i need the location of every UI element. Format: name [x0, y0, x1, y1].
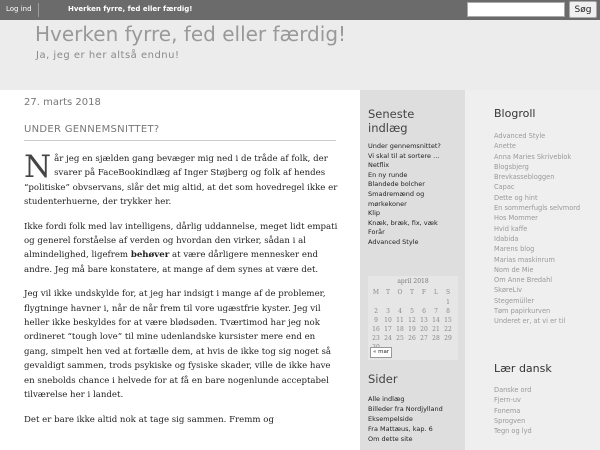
blogroll-link[interactable]: Brevkassebloggen: [494, 173, 555, 182]
blogroll-link[interactable]: Dette og hint: [494, 193, 538, 202]
calendar-day: 16: [372, 326, 380, 333]
blogroll-link[interactable]: Underet er, at vi er til: [494, 317, 566, 326]
main-content: [0, 90, 360, 450]
blogroll-list: [494, 131, 598, 327]
calendar-day: 3: [386, 308, 390, 315]
blogroll-link[interactable]: En sommerfugls selvmord: [494, 204, 581, 213]
page-link[interactable]: Om dette site: [368, 435, 413, 443]
calendar-day: 6: [422, 308, 426, 315]
calendar-day: 24: [384, 335, 392, 342]
laer-dansk-link[interactable]: Fjern-uv: [494, 396, 521, 405]
blogroll-link[interactable]: Tøm papirkurven: [494, 307, 551, 316]
sidebar-middle: [360, 90, 465, 450]
page-link[interactable]: Eksempelside: [368, 415, 413, 423]
blogroll-link[interactable]: Idabida: [494, 234, 519, 243]
calendar-day: 1: [446, 299, 450, 306]
blogroll-link[interactable]: Om Anne Bredahl: [494, 276, 553, 285]
recent-post-link[interactable]: Smadremænd og mørkekoner: [368, 189, 425, 208]
calendar-day: 14: [432, 317, 440, 324]
blogroll-link[interactable]: Blogsbjerg: [494, 162, 529, 171]
calendar-prev-month-link[interactable]: « mar: [370, 347, 392, 358]
post-paragraph-text: år jeg en sjælden gang bevæger mig ned i de tråde af folk, der svarer på FaceBookindlæg af Inger Støjberg og folk af hendes “politiske” obvservans, slår det mig altid, at det som hovedregel ikke er studenterhuerne, der trykker her.: [24, 154, 338, 208]
calendar-weekday: T: [409, 289, 414, 296]
calendar-weekday: F: [421, 289, 427, 296]
calendar-day: 8: [446, 308, 450, 315]
blogroll-heading: Blogroll: [494, 107, 536, 120]
laer-dansk-link[interactable]: Sprogven: [494, 416, 526, 425]
calendar-day: 18: [396, 326, 404, 333]
calendar-day: 23: [372, 335, 380, 342]
post-title-divider: [24, 140, 336, 141]
blogroll-link[interactable]: Marias maskinrum: [494, 255, 555, 264]
calendar-day: 21: [432, 326, 440, 333]
page-link[interactable]: Fra Mattæus, kap. 6: [368, 425, 433, 433]
sidebar-right: [465, 90, 600, 450]
laer-dansk-link[interactable]: Danske ord: [494, 386, 532, 394]
recent-post-link[interactable]: Vi skal til at sortere …: [368, 151, 440, 160]
calendar-day: 22: [444, 326, 452, 333]
calendar-day: 28: [432, 335, 440, 342]
site-breadcrumb[interactable]: Hverken fyrre, fed eller færdig!: [68, 5, 193, 13]
calendar-weekday-row: [370, 289, 456, 299]
calendar-day: 5: [410, 308, 414, 315]
page-link[interactable]: Billeder fra Nordjylland: [368, 405, 443, 413]
laer-dansk-link[interactable]: Fonema: [494, 406, 521, 415]
laer-dansk-heading: Lær dansk: [494, 362, 552, 375]
calendar-day: 2: [374, 308, 378, 315]
recent-post-link[interactable]: Blandede bolcher: [368, 180, 425, 189]
blogroll-link[interactable]: Capac: [494, 183, 515, 192]
page-link[interactable]: Alle indlæg: [368, 395, 405, 403]
calendar-weekday: O: [397, 289, 403, 296]
calendar-day: 29: [444, 335, 452, 342]
post-emphasis: behøver: [130, 250, 170, 261]
site-title[interactable]: Hverken fyrre, fed eller færdig!: [35, 22, 347, 46]
blogroll-link[interactable]: Advanced Style: [494, 132, 546, 140]
blogroll-link[interactable]: SkøreLiv: [494, 286, 523, 295]
calendar-day: 25: [396, 335, 404, 342]
laer-dansk-list: [494, 385, 598, 436]
pages-heading: Sider: [368, 372, 398, 386]
calendar-day: 20: [420, 326, 428, 333]
calendar-caption: april 2018: [397, 278, 429, 285]
calendar-day: 17: [384, 326, 392, 333]
calendar-weekday: T: [385, 289, 390, 296]
blogroll-link[interactable]: Marens blog: [494, 245, 535, 254]
recent-post-link[interactable]: Forår: [368, 228, 385, 237]
recent-post-link[interactable]: En ny runde: [368, 170, 408, 179]
pages-list: [368, 394, 460, 444]
calendar-day: 15: [444, 317, 452, 324]
post-body: [24, 149, 340, 437]
blogroll-link[interactable]: Nom de Mie: [494, 265, 534, 274]
calendar-day: 11: [396, 317, 404, 324]
calendar-day: 26: [408, 335, 416, 342]
calendar-day: 13: [420, 317, 428, 324]
calendar-day: 4: [398, 308, 402, 315]
search-input[interactable]: [467, 2, 565, 17]
calendar: [368, 276, 458, 360]
calendar-day: 27: [420, 335, 428, 342]
calendar-day: 19: [408, 326, 416, 333]
site-header: [0, 20, 600, 91]
top-bar-divider: [38, 3, 39, 17]
calendar-day: 9: [374, 317, 378, 324]
blogroll-link[interactable]: Anette: [494, 142, 516, 151]
login-link[interactable]: Log ind: [6, 5, 32, 13]
recent-post-link[interactable]: Under gennemsnittet?: [368, 142, 441, 150]
blogroll-link[interactable]: Hos Mommer: [494, 214, 538, 223]
post-date: 27. marts 2018: [24, 97, 101, 108]
calendar-weekday: L: [434, 289, 438, 296]
recent-post-link[interactable]: Netflix: [368, 161, 390, 170]
post-title[interactable]: UNDER GENNEMSNITTET?: [24, 124, 160, 135]
post-paragraph-text: Ikke fordi folk med lav intelligens, dårlig uddannelse, meget lidt empati og generel forståelse af verden og hvordan den virker, sådan i al almindelighed, ligefrem: [24, 221, 338, 261]
post-paragraph: [24, 149, 340, 210]
calendar-weekday: M: [372, 289, 380, 296]
calendar-day: 12: [408, 317, 416, 324]
blogroll-link[interactable]: Hvid kaffe: [494, 224, 528, 233]
post-paragraph: [24, 220, 340, 278]
search-button[interactable]: Søg: [569, 1, 597, 18]
calendar-day: 7: [434, 308, 438, 315]
recent-post-link[interactable]: Klip: [368, 209, 381, 218]
post-paragraph: Jeg vil ikke undskylde for, at jeg har indsigt i mange af de problemer, flygtninge havner i, når de når frem til vore ugæstfrie kyster. Jeg vil heller ikke beskyldes for at være blødsøden. Tværtimod har jeg nok ordineret “tough love” til mine udenlandske kursister mere end en gang, simpelt hen ved at fortælle dem, at hvis de ikke tog sig noget så gevaldigt sammen, trods psykiske og fysiske skader, ville de ikke have en snebolds chance i helvede for at få en bare nogenlunde acceptabel tilværelse her i landet.: [24, 289, 331, 401]
blogroll-link[interactable]: Anna Maries Skriveblok: [494, 152, 572, 161]
calendar-weekday: S: [445, 289, 451, 296]
recent-post-link[interactable]: Knæk, bræk, fix, væk: [368, 218, 438, 227]
recent-posts-heading: Seneste indlæg: [368, 107, 415, 135]
laer-dansk-link[interactable]: Tegn og lyd: [494, 427, 532, 436]
site-tagline: Ja, jeg er her altså endnu!: [36, 50, 180, 61]
recent-post-link[interactable]: Advanced Style: [368, 237, 419, 246]
blogroll-link[interactable]: Stegemüller: [494, 296, 535, 305]
post-paragraph-text: at være dårligere mennesker end andre. Jeg må bare konstatere, at mange af dem synes at være det.: [24, 250, 319, 275]
calendar-day: 10: [384, 317, 392, 324]
drop-cap: N: [24, 149, 52, 185]
post-paragraph: Det er bare ikke altid nok at tage sig sammen. Fremm og: [24, 414, 274, 425]
recent-posts-list: [368, 142, 460, 248]
top-bar: [0, 0, 600, 20]
